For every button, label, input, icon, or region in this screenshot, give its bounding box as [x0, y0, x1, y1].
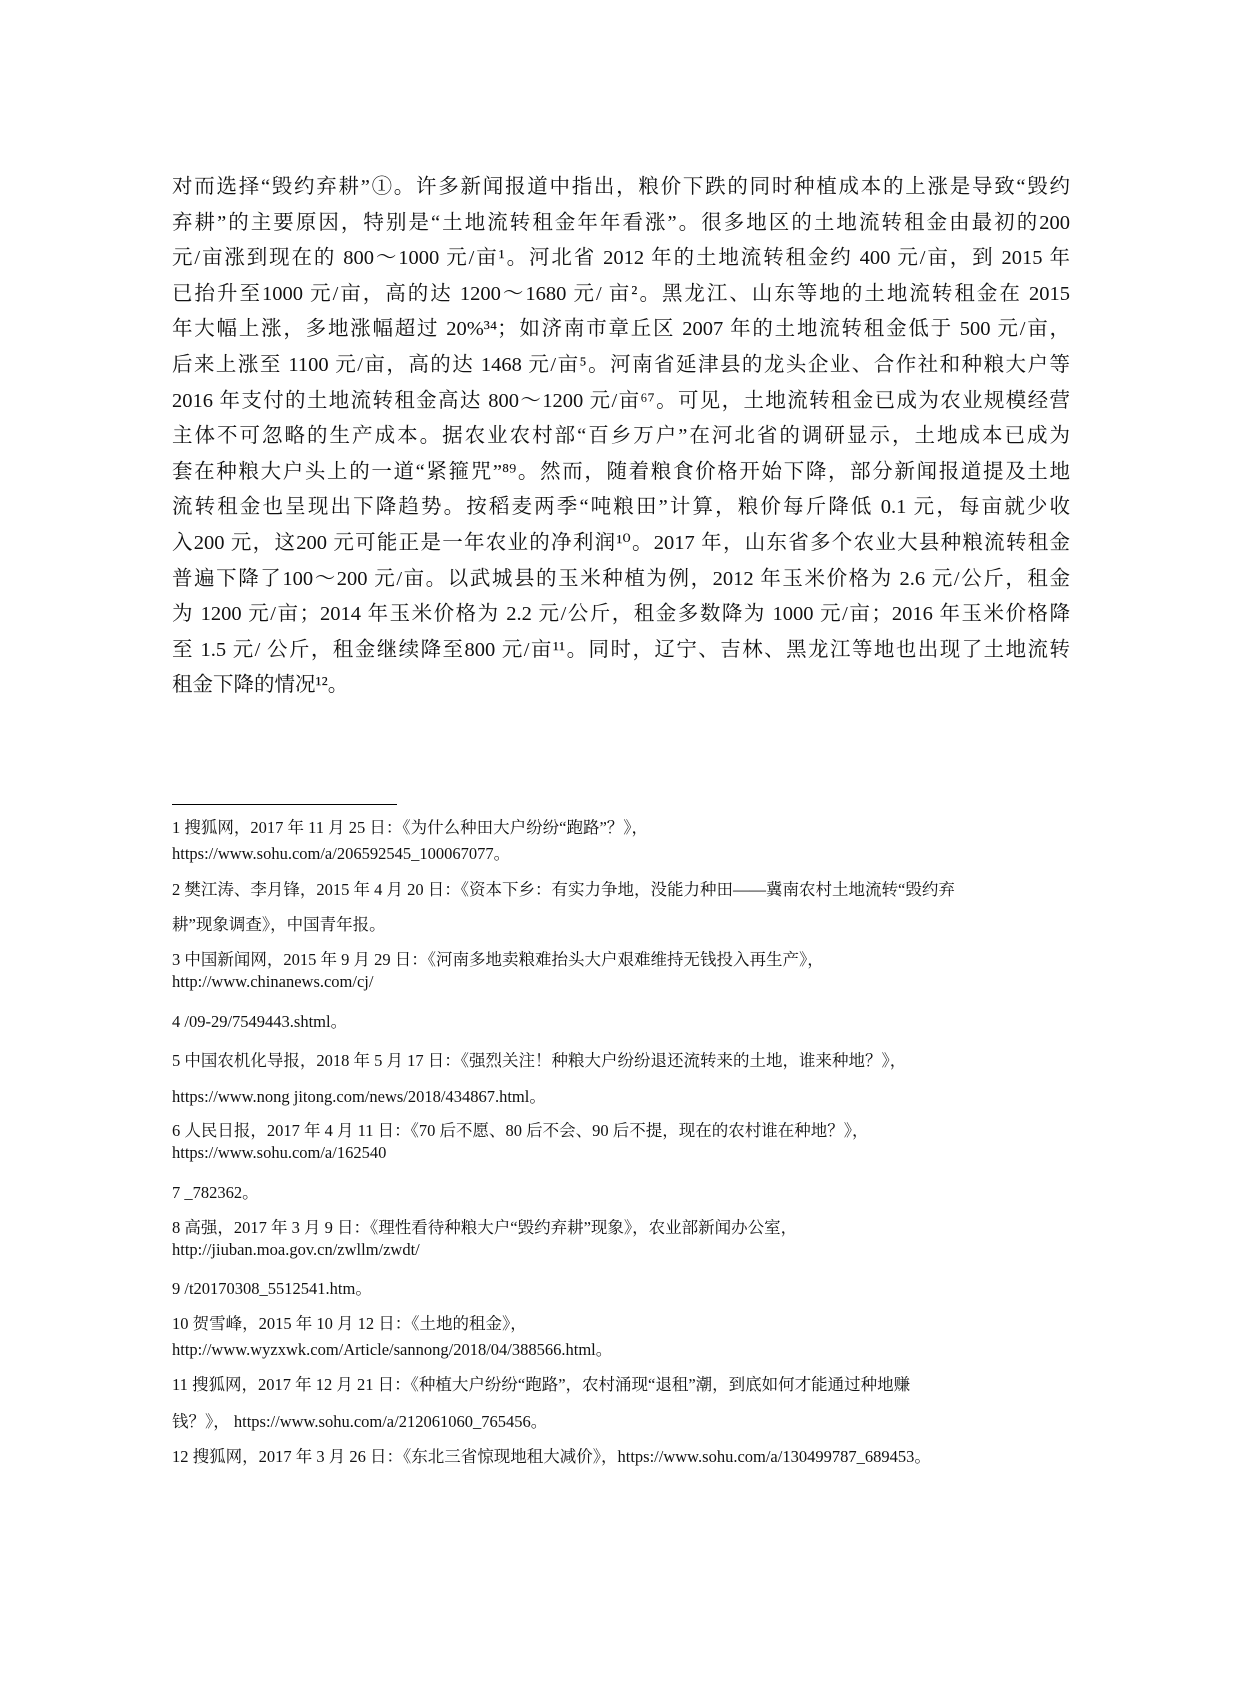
footnote-line: 12 搜狐网，2017 年 3 月 26 日：《东北三省惊现地租大减价》，https://www.sohu.com/a/130499787_689453。 [172, 1447, 931, 1466]
body-line: 弃耕”的主要原因，特别是“土地流转租金年年看涨”。很多地区的土地流转租金由最初的200 [172, 211, 1070, 234]
body-line: 普遍下降了100～200 元/亩。以武城县的玉米种植为例，2012 年玉米价格为 2.6 元/公斤，租金 [172, 567, 1070, 590]
footnote-line: 11 搜狐网，2017 年 12 月 21 日：《种植大户纷纷“跑路”，农村涌现“退租”潮，到底如何才能通过种地赚 [172, 1375, 911, 1394]
footnote-line: 1 搜狐网，2017 年 11 月 25 日：《为什么种田大户纷纷“跑路”？》， [172, 818, 649, 837]
body-line: 入200 元，这200 元可能正是一年农业的净利润¹⁰。2017 年，山东省多个农业大县种粮流转租金 [172, 531, 1070, 554]
body-line: 主体不可忽略的生产成本。据农业农村部“百乡万户”在河北省的调研显示，土地成本已成为 [172, 425, 1070, 448]
footnote-link[interactable]: https://www.sohu.com/a/206592545_100067077。 [172, 844, 511, 863]
footnote-line: 3 中国新闻网，2015 年 9 月 29 日：《河南多地卖粮难抬头大户艰难维持无钱投入再生产》， [172, 950, 824, 969]
body-line: 对而选择“毁约弃耕”①。许多新闻报道中指出，粮价下跌的同时种植成本的上涨是导致“毁约 [172, 176, 1070, 198]
body-line: 流转租金也呈现出下降趋势。按稻麦两季“吨粮田”计算，粮价每斤降低 0.1 元，每亩就少收 [172, 496, 1070, 519]
body-line: 为 1200 元/亩；2014 年玉米价格为 2.2 元/公斤，租金多数降为 1000 元/亩；2016 年玉米价格降 [172, 603, 1070, 626]
body-line: 年大幅上涨，多地涨幅超过 20%³⁴；如济南市章丘区 2007 年的土地流转租金低于 500 元/亩， [172, 318, 1070, 341]
footnote-link[interactable]: https://www.nong jitong.com/news/2018/434867.html。 [172, 1087, 546, 1106]
footnote-line: 5 中国农机化导报，2018 年 5 月 17 日：《强烈关注！种粮大户纷纷退还流转来的土地，谁来种地？》， [172, 1051, 907, 1070]
body-line: 后来上涨至 1100 元/亩，高的达 1468 元/亩⁵。河南省延津县的龙头企业、合作社和种粮大户等 [172, 353, 1070, 376]
footnote-line: 4 /09-29/7549443.shtml。 [172, 1012, 348, 1031]
body-paragraph [172, 170, 1070, 704]
footnote-link[interactable]: https://www.sohu.com/a/162540 [172, 1143, 387, 1162]
body-line: 已抬升至1000 元/亩，高的达 1200～1680 元/ 亩²。黑龙江、山东等地的土地流转租金在 2015 [172, 282, 1070, 305]
body-line: 元/亩涨到现在的 800～1000 元/亩¹。河北省 2012 年的土地流转租金约 400 元/亩，到 2015 年 [172, 247, 1070, 270]
footnote-link[interactable]: http://jiuban.moa.gov.cn/zwllm/zwdt/ [172, 1240, 420, 1259]
footnote-link[interactable]: http://www.chinanews.com/cj/ [172, 972, 374, 991]
body-line: 租金下降的情况¹²。 [172, 674, 349, 697]
footnote-line: 9 /t20170308_5512541.htm。 [172, 1279, 372, 1298]
footnote-line: 8 高强，2017 年 3 月 9 日：《理性看待种粮大户“毁约弃耕”现象》，农业部新闻办公室， [172, 1218, 798, 1237]
body-line: 套在种粮大户头上的一道“紧箍咒”⁸⁹。然而，随着粮食价格开始下降，部分新闻报道提及土地 [172, 460, 1070, 483]
footnote-line: 耕”现象调查》，中国青年报。 [172, 915, 386, 934]
footnote-line: 7 _782362。 [172, 1183, 259, 1202]
footnote-line: 2 樊江涛、李月锋，2015 年 4 月 20 日：《资本下乡：有实力争地，没能力种田——冀南农村土地流转“毁约弃 [172, 880, 955, 899]
footnote-link[interactable]: http://www.wyzxwk.com/Article/sannong/2018/04/388566.html。 [172, 1340, 613, 1359]
body-line: 至 1.5 元/ 公斤，租金继续降至800 元/亩¹¹。同时，辽宁、吉林、黑龙江等地也出现了土地流转 [172, 638, 1070, 661]
footnote-separator [172, 804, 397, 805]
body-line: 2016 年支付的土地流转租金高达 800～1200 元/亩⁶⁷。可见，土地流转租金已成为农业规模经营 [172, 389, 1070, 412]
footnote-line: 6 人民日报，2017 年 4 月 11 日：《70 后不愿、80 后不会、90 后不提，现在的农村谁在种地？》， [172, 1121, 869, 1140]
footnote-line: 钱？》， https://www.sohu.com/a/212061060_765456。 [172, 1412, 548, 1431]
footnote-line: 10 贺雪峰，2015 年 10 月 12 日：《土地的租金》， [172, 1314, 527, 1333]
